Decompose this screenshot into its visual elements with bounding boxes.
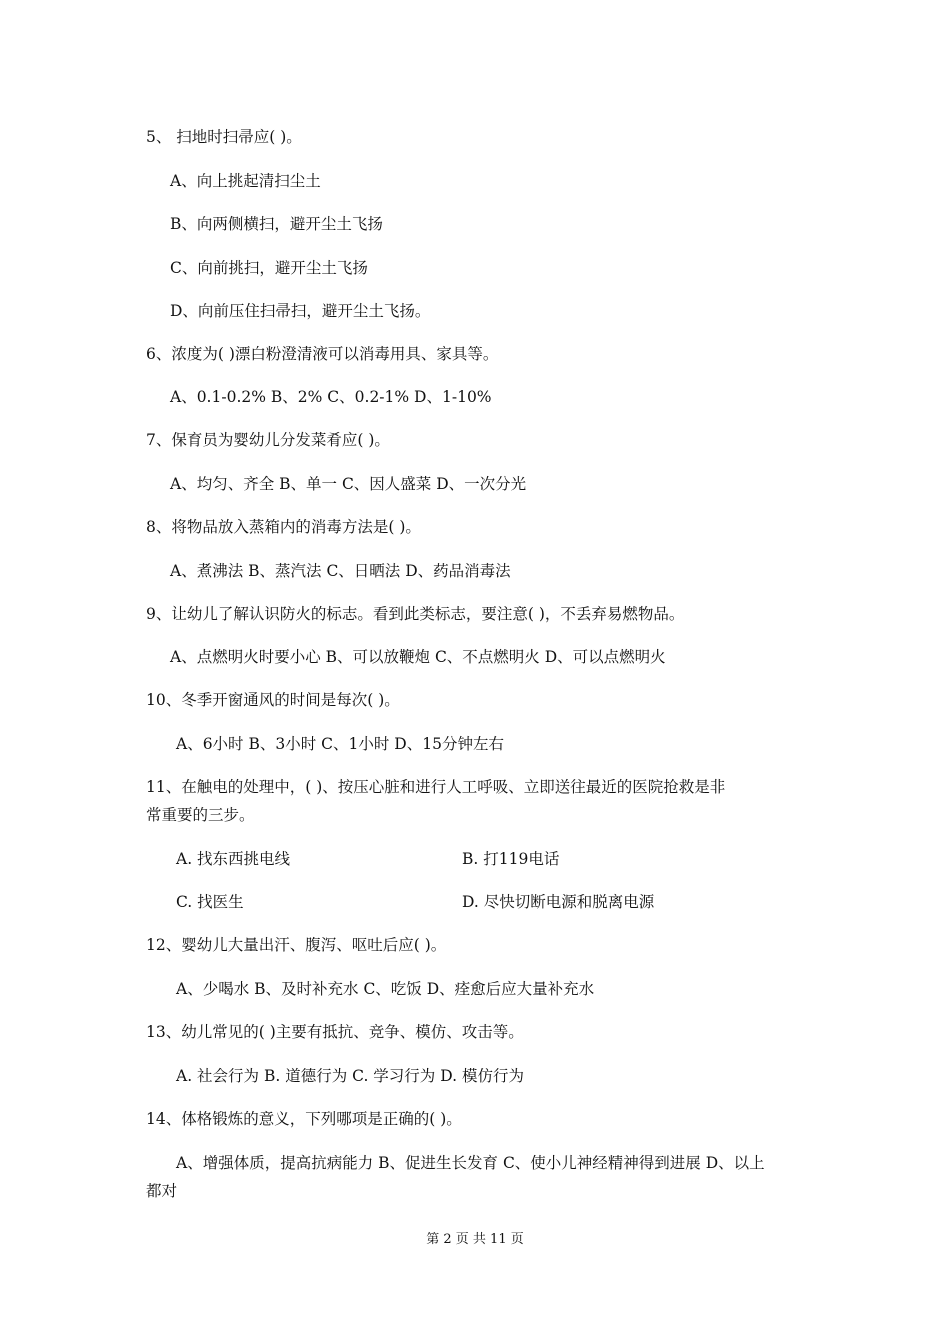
question-9-options: A、点燃明火时要小心 B、可以放鞭炮 C、不点燃明火 D、可以点燃明火 [170,648,666,666]
question-10-stem: 10、冬季开窗通风的时间是每次( )。 [146,691,400,709]
question-14-options-line1: A、增强体质，提高抗病能力 B、促进生长发育 C、使小儿神经精神得到进展 D、以上 [176,1154,765,1172]
question-13-stem: 13、幼儿常见的( )主要有抵抗、竞争、模仿、攻击等。 [146,1023,524,1041]
question-12-options: A、少喝水 B、及时补充水 C、吃饭 D、痊愈后应大量补充水 [176,980,595,998]
question-5-option-b: B、向两侧横扫，避开尘土飞扬 [170,215,383,233]
question-8-stem: 8、将物品放入蒸箱内的消毒方法是( )。 [146,518,421,536]
question-11-stem-line2: 常重要的三步。 [146,806,255,824]
question-11-stem-line1: 11、在触电的处理中，( )、按压心脏和进行人工呼吸、立即送往最近的医院抢救是非 [146,778,726,796]
question-10-options: A、6小时 B、3小时 C、1小时 D、15分钟左右 [176,735,504,753]
question-11-option-b: B. 打119电话 [462,850,560,868]
page-number-footer: 第 2 页 共 11 页 [426,1232,524,1247]
question-6-options: A、0.1-0.2% B、2% C、0.2-1% D、1-10% [170,388,492,406]
question-14-options-line2: 都对 [146,1182,178,1200]
question-5-stem: 5、 扫地时扫帚应( )。 [146,128,302,146]
question-11-option-a: A. 找东西挑电线 [176,850,291,868]
question-13-options: A. 社会行为 B. 道德行为 C. 学习行为 D. 模仿行为 [176,1067,524,1085]
question-5-option-a: A、向上挑起清扫尘土 [170,172,321,190]
question-6-stem: 6、浓度为( )漂白粉澄清液可以消毒用具、家具等。 [146,345,499,363]
question-7-stem: 7、保育员为婴幼儿分发菜肴应( )。 [146,431,390,449]
question-12-stem: 12、婴幼儿大量出汗、腹泻、呕吐后应( )。 [146,936,447,954]
question-5-option-d: D、向前压住扫帚扫，避开尘土飞扬。 [170,302,431,320]
question-11-option-d: D. 尽快切断电源和脱离电源 [462,893,655,911]
question-9-stem: 9、让幼儿了解认识防火的标志。看到此类标志，要注意( )，不丢弃易燃物品。 [146,605,685,623]
question-11-option-c: C. 找医生 [176,893,244,911]
question-14-stem: 14、体格锻炼的意义，下列哪项是正确的( )。 [146,1110,462,1128]
question-7-options: A、均匀、齐全 B、单一 C、因人盛菜 D、一次分光 [170,475,527,493]
question-8-options: A、煮沸法 B、蒸汽法 C、日晒法 D、药品消毒法 [170,562,511,580]
question-5-option-c: C、向前挑扫，避开尘土飞扬 [170,259,368,277]
